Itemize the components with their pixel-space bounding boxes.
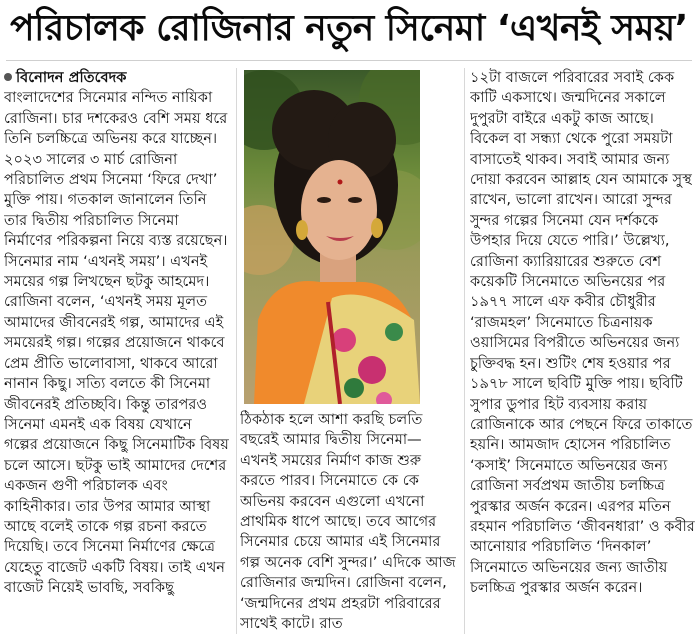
byline-text: বিনোদন প্রতিবেদক [16, 69, 127, 86]
column-divider [236, 68, 237, 634]
column-3-text: ১২টা বাজলে পরিবারের সবাই কেক কাটি একসাথে। জন্মদিনের সকালে দুপুরটা বাইরে একটু কাজ আছে। বিকেল বা সন্ধ্যা থেকে পুরো সময়টা বাসাতেই থাকব। সবাই আমার জন্য দোয়া করবেন আল্লাহ যেন আমাকে সুস্থ রাখেন, ভালো রাখেন। আরো সুন্দর সুন্দর গল্পের সিনেমা যেন দর্শককে উপহার দিয়ে যেতে পারি।’ উল্লেখ্য, রোজিনা ক্যারিয়ারের শুরুতে বেশ কয়েকটি সিনেমাতে অভিনয়ের পর ১৯৭৭ সালে এফ কবীর চৌধুরীর ‘রাজমহল’ সিনেমাতে চিত্রনায়ক ওয়াসিমের বিপরীতে অভিনয়ের জন্য চুক্তিবদ্ধ হন। শুটিং শেষ হওয়ার পর ১৯৭৮ সালে ছবিটি মুক্তি পায়। ছবিটি সুপার ডুপার হিট ব্যবসায় করায় রোজিনাকে আর পেছনে ফিরে তাকাতে হয়নি। আমজাদ হোসেন পরিচালিত ‘কসাই’ সিনেমাতে অভিনয়ের জন্য রোজিনা সর্বপ্রথম জাতীয় চলচ্চিত্র পুরস্কার অর্জন করেন। এরপর মতিন রহমান পরিচালিত ‘জীবনধারা’ ও কবীর আনোয়ার পরিচালিত ‘দিনকাল’ সিনেমাতে অভিনয়ের জন্য জাতীয় চলচ্চিত্র পুরস্কার অর্জন করেন। [470, 69, 695, 597]
portrait-photo [244, 70, 420, 404]
article-column-3 [470, 68, 696, 640]
column-2-text: ঠিকঠাক হলে আশা করছি চলতি বছরেই আমার দ্বিতীয় সিনেমা— এখনই সময়ের নির্মাণ কাজ শুরু করতে পারব। সিনেমাতে কে কে অভিনয় করবেন এগুলো এখনো প্রাথমিক ধাপে আছে। তবে আগের সিনেমার চেয়ে আমার এই সিনেমার গল্প অনেক বেশি সুন্দর।’ এদিকে আজ রোজিনার জন্মদিন। রোজিনা বলেন, ‘জন্মদিনের প্রথম প্রহরটা পরিবারের সাথেই কাটে। রাত [240, 411, 456, 633]
column-1-text: বাংলাদেশের সিনেমার নন্দিত নায়িকা রোজিনা। চার দশকেরও বেশি সময় ধরে তিনি চলচ্চিত্রে অভিনয় করে যাচ্ছেন। ২০২৩ সালের ৩ মার্চ রোজিনা পরিচালিত প্রথম সিনেমা ‘ফিরে দেখা’ মুক্তি পায়। গতকাল জানালেন তিনি তার দ্বিতীয় পরিচালিত সিনেমা নির্মাণের পরিকল্পনা নিয়ে ব্যস্ত রয়েছেন। সিনেমার নাম ‘এখনই সময়’। এখনই সময়ের গল্প লিখছেন ছটকু আহমেদ। রোজিনা বলেন, ‘এখনই সময় মূলত আমাদের জীবনেরই গল্প, আমাদের এই সময়েরই গল্প। গল্পের প্রয়োজনে থাকবে প্রেম প্রীতি ভালোবাসা, থাকবে আরো নানান কিছু। সত্যি বলতে কী সিনেমা জীবনেরই প্রতিচ্ছবি। কিন্তু তারপরও সিনেমা এমনই এক বিষয় যেখানে গল্পের প্রয়োজনে কিছু সিনেমাটিক বিষয় চলে আসে। ছটকু ভাই আমাদের দেশের একজন গুণী পরিচালক এবং কাহিনীকার। তার উপর আমার আস্থা আছে বলেই তাকে গল্প রচনা করতে দিয়েছি। তবে সিনেমা নির্মাণের ক্ষেত্রে যেহেতু বাজেট একটি বিষয়। তাই এখন বাজেট নিয়েই ভাবছি, সবকিছু [4, 89, 229, 597]
column-divider [464, 68, 465, 634]
article-column-1 [4, 68, 230, 640]
bullet-icon [4, 73, 12, 81]
article-column-2 [240, 410, 458, 640]
headline-rule [6, 60, 692, 61]
headline: পরিচালক রোজিনার নতুন সিনেমা ‘এখনই সময়’ [10, 8, 688, 49]
byline [4, 68, 230, 88]
